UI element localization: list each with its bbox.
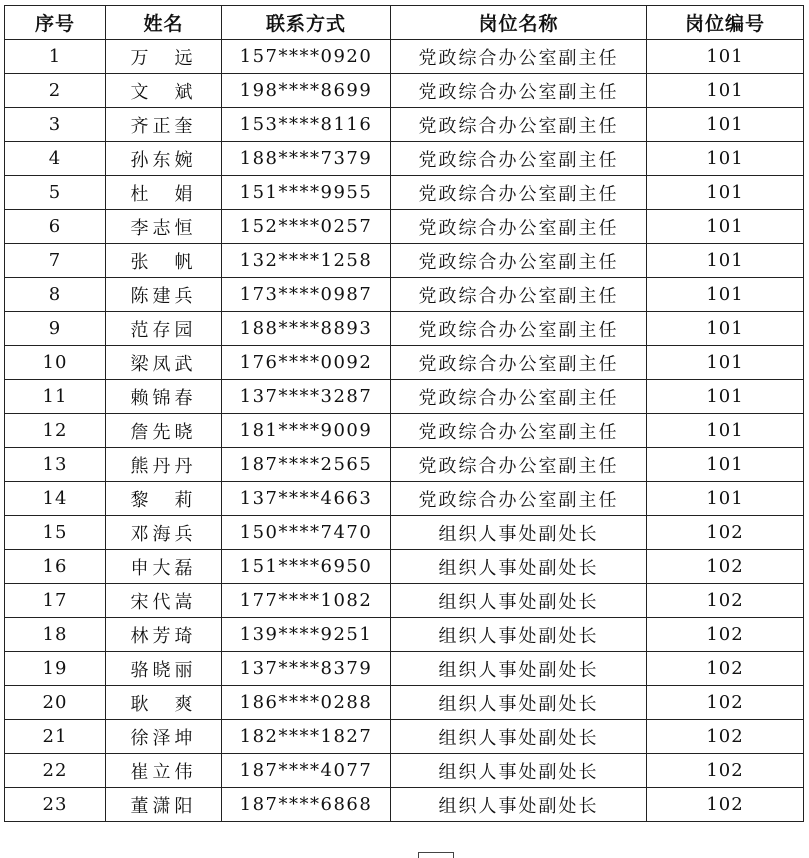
cell-seq: 17 xyxy=(5,584,106,618)
cell-name: 申大磊 xyxy=(106,550,222,584)
table-row xyxy=(5,720,804,754)
cell-position: 党政综合办公室副主任 xyxy=(391,74,647,108)
cell-name: 孙东婉 xyxy=(106,142,222,176)
cell-position: 党政综合办公室副主任 xyxy=(391,210,647,244)
cell-position-code: 102 xyxy=(647,516,804,550)
cell-seq: 15 xyxy=(5,516,106,550)
cell-name: 齐正奎 xyxy=(106,108,222,142)
table-row xyxy=(5,244,804,278)
cell-position-code: 101 xyxy=(647,108,804,142)
cell-contact: 139****9251 xyxy=(222,618,391,652)
cell-seq: 10 xyxy=(5,346,106,380)
cell-name: 赖锦春 xyxy=(106,380,222,414)
cell-position: 组织人事处副处长 xyxy=(391,788,647,822)
cell-seq: 8 xyxy=(5,278,106,312)
cell-position: 党政综合办公室副主任 xyxy=(391,414,647,448)
cell-seq: 16 xyxy=(5,550,106,584)
cell-contact: 181****9009 xyxy=(222,414,391,448)
cell-contact: 157****0920 xyxy=(222,40,391,74)
cell-seq: 20 xyxy=(5,686,106,720)
cell-contact: 186****0288 xyxy=(222,686,391,720)
table-row xyxy=(5,108,804,142)
cell-name: 骆晓丽 xyxy=(106,652,222,686)
cell-name: 熊丹丹 xyxy=(106,448,222,482)
header-position-code: 岗位编号 xyxy=(647,6,804,40)
table-row xyxy=(5,516,804,550)
cell-position-code: 102 xyxy=(647,686,804,720)
cell-seq: 1 xyxy=(5,40,106,74)
cell-position-code: 101 xyxy=(647,278,804,312)
header-position: 岗位名称 xyxy=(391,6,647,40)
cell-position: 组织人事处副处长 xyxy=(391,754,647,788)
cell-position-code: 101 xyxy=(647,346,804,380)
page-edge-marker xyxy=(418,852,454,858)
table-row xyxy=(5,74,804,108)
table-row xyxy=(5,448,804,482)
header-name: 姓名 xyxy=(106,6,222,40)
cell-seq: 7 xyxy=(5,244,106,278)
cell-position: 党政综合办公室副主任 xyxy=(391,244,647,278)
cell-position-code: 101 xyxy=(647,176,804,210)
cell-contact: 137****3287 xyxy=(222,380,391,414)
cell-contact: 137****4663 xyxy=(222,482,391,516)
cell-position-code: 101 xyxy=(647,380,804,414)
cell-position: 组织人事处副处长 xyxy=(391,720,647,754)
table-row xyxy=(5,312,804,346)
cell-name: 邓海兵 xyxy=(106,516,222,550)
table-row xyxy=(5,788,804,822)
cell-name: 陈建兵 xyxy=(106,278,222,312)
cell-contact: 187****4077 xyxy=(222,754,391,788)
cell-position: 党政综合办公室副主任 xyxy=(391,482,647,516)
table-row xyxy=(5,584,804,618)
table-header-row xyxy=(5,6,804,40)
cell-position-code: 101 xyxy=(647,312,804,346)
cell-contact: 132****1258 xyxy=(222,244,391,278)
cell-name: 董潇阳 xyxy=(106,788,222,822)
cell-name: 崔立伟 xyxy=(106,754,222,788)
cell-name: 黎 莉 xyxy=(106,482,222,516)
cell-seq: 6 xyxy=(5,210,106,244)
cell-position-code: 101 xyxy=(647,414,804,448)
table-row xyxy=(5,754,804,788)
cell-contact: 151****9955 xyxy=(222,176,391,210)
cell-position: 组织人事处副处长 xyxy=(391,516,647,550)
cell-seq: 23 xyxy=(5,788,106,822)
cell-position-code: 102 xyxy=(647,652,804,686)
cell-seq: 21 xyxy=(5,720,106,754)
cell-position: 党政综合办公室副主任 xyxy=(391,40,647,74)
cell-contact: 187****6868 xyxy=(222,788,391,822)
cell-position-code: 101 xyxy=(647,244,804,278)
cell-seq: 13 xyxy=(5,448,106,482)
cell-contact: 176****0092 xyxy=(222,346,391,380)
cell-seq: 14 xyxy=(5,482,106,516)
table-row xyxy=(5,142,804,176)
cell-name: 杜 娟 xyxy=(106,176,222,210)
cell-position: 党政综合办公室副主任 xyxy=(391,380,647,414)
cell-position: 党政综合办公室副主任 xyxy=(391,448,647,482)
table-row xyxy=(5,482,804,516)
header-seq: 序号 xyxy=(5,6,106,40)
cell-contact: 182****1827 xyxy=(222,720,391,754)
cell-contact: 188****7379 xyxy=(222,142,391,176)
cell-position: 党政综合办公室副主任 xyxy=(391,108,647,142)
table-row xyxy=(5,652,804,686)
cell-name: 梁凤武 xyxy=(106,346,222,380)
cell-position: 组织人事处副处长 xyxy=(391,686,647,720)
cell-seq: 9 xyxy=(5,312,106,346)
cell-contact: 150****7470 xyxy=(222,516,391,550)
cell-name: 宋代嵩 xyxy=(106,584,222,618)
cell-position-code: 101 xyxy=(647,40,804,74)
cell-position: 组织人事处副处长 xyxy=(391,550,647,584)
cell-position: 组织人事处副处长 xyxy=(391,618,647,652)
cell-seq: 5 xyxy=(5,176,106,210)
header-contact: 联系方式 xyxy=(222,6,391,40)
table-row xyxy=(5,380,804,414)
cell-name: 文 斌 xyxy=(106,74,222,108)
cell-seq: 18 xyxy=(5,618,106,652)
cell-contact: 151****6950 xyxy=(222,550,391,584)
cell-position-code: 101 xyxy=(647,74,804,108)
cell-contact: 153****8116 xyxy=(222,108,391,142)
table-row xyxy=(5,686,804,720)
cell-name: 徐泽坤 xyxy=(106,720,222,754)
cell-position-code: 101 xyxy=(647,210,804,244)
cell-position-code: 102 xyxy=(647,720,804,754)
cell-seq: 12 xyxy=(5,414,106,448)
cell-contact: 187****2565 xyxy=(222,448,391,482)
table-row xyxy=(5,618,804,652)
cell-position: 党政综合办公室副主任 xyxy=(391,176,647,210)
cell-name: 耿 爽 xyxy=(106,686,222,720)
cell-position: 组织人事处副处长 xyxy=(391,652,647,686)
cell-seq: 11 xyxy=(5,380,106,414)
table-row xyxy=(5,346,804,380)
cell-position-code: 102 xyxy=(647,788,804,822)
table-body xyxy=(5,40,804,822)
cell-seq: 3 xyxy=(5,108,106,142)
cell-seq: 4 xyxy=(5,142,106,176)
cell-name: 范存园 xyxy=(106,312,222,346)
table-row xyxy=(5,176,804,210)
cell-position-code: 101 xyxy=(647,142,804,176)
table-row xyxy=(5,278,804,312)
candidate-table xyxy=(4,5,804,822)
cell-name: 詹先晓 xyxy=(106,414,222,448)
cell-contact: 173****0987 xyxy=(222,278,391,312)
cell-contact: 152****0257 xyxy=(222,210,391,244)
cell-position: 党政综合办公室副主任 xyxy=(391,278,647,312)
table-row xyxy=(5,550,804,584)
cell-name: 李志恒 xyxy=(106,210,222,244)
cell-seq: 22 xyxy=(5,754,106,788)
cell-seq: 2 xyxy=(5,74,106,108)
cell-position-code: 101 xyxy=(647,482,804,516)
cell-position: 党政综合办公室副主任 xyxy=(391,312,647,346)
cell-contact: 137****8379 xyxy=(222,652,391,686)
cell-contact: 188****8893 xyxy=(222,312,391,346)
cell-position-code: 102 xyxy=(647,584,804,618)
cell-name: 林芳琦 xyxy=(106,618,222,652)
cell-contact: 198****8699 xyxy=(222,74,391,108)
cell-position-code: 102 xyxy=(647,550,804,584)
table-row xyxy=(5,414,804,448)
cell-position-code: 101 xyxy=(647,448,804,482)
cell-seq: 19 xyxy=(5,652,106,686)
cell-position: 党政综合办公室副主任 xyxy=(391,346,647,380)
cell-name: 张 帆 xyxy=(106,244,222,278)
cell-position-code: 102 xyxy=(647,618,804,652)
table-row xyxy=(5,40,804,74)
cell-name: 万 远 xyxy=(106,40,222,74)
cell-contact: 177****1082 xyxy=(222,584,391,618)
cell-position: 党政综合办公室副主任 xyxy=(391,142,647,176)
table-row xyxy=(5,210,804,244)
cell-position-code: 102 xyxy=(647,754,804,788)
cell-position: 组织人事处副处长 xyxy=(391,584,647,618)
